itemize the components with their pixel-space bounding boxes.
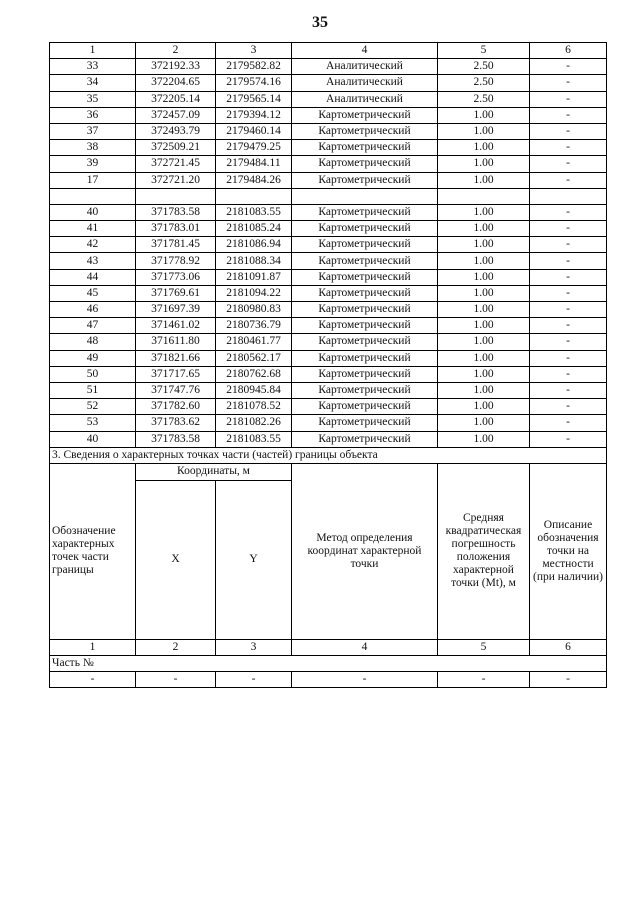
point-id-cell: 51 [50, 382, 136, 398]
description-cell: - [530, 123, 607, 139]
error-cell: 2.50 [438, 91, 530, 107]
method-cell: Аналитический [292, 75, 438, 91]
error-cell: 1.00 [438, 318, 530, 334]
x-coordinate-cell: 371783.01 [136, 221, 216, 237]
method-cell: Картометрический [292, 382, 438, 398]
description-cell: - [530, 350, 607, 366]
point-id-cell: 34 [50, 75, 136, 91]
table-row [50, 350, 607, 366]
description-cell: - [530, 253, 607, 269]
x-coordinate-cell: 371717.65 [136, 366, 216, 382]
x-coordinate-cell [136, 188, 216, 204]
x-coordinate-cell: 371783.62 [136, 415, 216, 431]
coordinates-table-body [50, 43, 607, 688]
description-cell: - [530, 269, 607, 285]
table-row [50, 285, 607, 301]
table-row [50, 366, 607, 382]
description-cell: - [530, 318, 607, 334]
description-cell: - [530, 172, 607, 188]
description-cell: - [530, 204, 607, 220]
empty-cell: - [216, 672, 292, 688]
page-number: 35 [312, 14, 328, 31]
table-row [50, 415, 607, 431]
method-cell: Картометрический [292, 318, 438, 334]
table-row [50, 237, 607, 253]
column-number: 5 [438, 43, 530, 59]
x-coordinate-cell: 372192.33 [136, 59, 216, 75]
table-row [50, 382, 607, 398]
y-header: Y [216, 480, 292, 639]
table-row [50, 318, 607, 334]
section-title-row [50, 447, 607, 463]
column-number: 4 [292, 639, 438, 655]
x-coordinate-cell: 372509.21 [136, 140, 216, 156]
method-cell: Картометрический [292, 269, 438, 285]
point-id-cell: 42 [50, 237, 136, 253]
empty-cell: - [136, 672, 216, 688]
y-coordinate-cell: 2181078.52 [216, 399, 292, 415]
point-id-cell: 36 [50, 107, 136, 123]
point-id-cell: 38 [50, 140, 136, 156]
x-coordinate-cell: 371783.58 [136, 431, 216, 447]
error-cell: 1.00 [438, 204, 530, 220]
x-coordinate-cell: 371611.80 [136, 334, 216, 350]
point-id-cell: 46 [50, 302, 136, 318]
y-coordinate-cell [216, 188, 292, 204]
table-row [50, 123, 607, 139]
method-cell: Аналитический [292, 91, 438, 107]
part-row [50, 656, 607, 672]
error-cell: 1.00 [438, 285, 530, 301]
table-row [50, 107, 607, 123]
y-coordinate-cell: 2180945.84 [216, 382, 292, 398]
table-row [50, 431, 607, 447]
x-coordinate-cell: 371781.45 [136, 237, 216, 253]
y-coordinate-cell: 2179394.12 [216, 107, 292, 123]
y-coordinate-cell: 2179479.25 [216, 140, 292, 156]
point-id-cell: 49 [50, 350, 136, 366]
point-id-cell: 50 [50, 366, 136, 382]
part-label: Часть № [50, 656, 607, 672]
y-coordinate-cell: 2179460.14 [216, 123, 292, 139]
description-cell: - [530, 382, 607, 398]
method-cell: Картометрический [292, 431, 438, 447]
table-row [50, 302, 607, 318]
y-coordinate-cell: 2181082.26 [216, 415, 292, 431]
method-cell: Картометрический [292, 140, 438, 156]
point-id-cell: 41 [50, 221, 136, 237]
section-title: 3. Сведения о характерных точках части (частей) границы объекта [50, 447, 607, 463]
column-number: 3 [216, 43, 292, 59]
y-coordinate-cell: 2179582.82 [216, 59, 292, 75]
table-row [50, 59, 607, 75]
description-cell: - [530, 140, 607, 156]
coordinates-table [49, 42, 607, 688]
error-cell: 2.50 [438, 75, 530, 91]
method-cell: Картометрический [292, 107, 438, 123]
description-cell: - [530, 75, 607, 91]
x-coordinate-cell: 371821.66 [136, 350, 216, 366]
method-cell: Картометрический [292, 123, 438, 139]
description-cell: - [530, 237, 607, 253]
x-coordinate-cell: 371461.02 [136, 318, 216, 334]
empty-cell: - [438, 672, 530, 688]
table-row [50, 399, 607, 415]
method-cell: Картометрический [292, 399, 438, 415]
method-cell: Картометрический [292, 253, 438, 269]
method-cell: Картометрический [292, 237, 438, 253]
description-cell: - [530, 415, 607, 431]
method-cell: Картометрический [292, 285, 438, 301]
error-cell: 1.00 [438, 431, 530, 447]
y-coordinate-cell: 2180461.77 [216, 334, 292, 350]
empty-cell: - [530, 672, 607, 688]
error-cell: 1.00 [438, 172, 530, 188]
column-number: 4 [292, 43, 438, 59]
point-id-cell: 45 [50, 285, 136, 301]
coordinates-header: Координаты, м [136, 463, 292, 480]
method-cell: Картометрический [292, 415, 438, 431]
y-coordinate-cell: 2181083.55 [216, 204, 292, 220]
y-coordinate-cell: 2180736.79 [216, 318, 292, 334]
description-cell: - [530, 285, 607, 301]
point-id-cell: 48 [50, 334, 136, 350]
y-coordinate-cell: 2179565.14 [216, 91, 292, 107]
method-cell: Картометрический [292, 350, 438, 366]
y-coordinate-cell: 2179484.26 [216, 172, 292, 188]
error-cell: 1.00 [438, 415, 530, 431]
table-row [50, 91, 607, 107]
point-id-cell: 39 [50, 156, 136, 172]
description-cell: - [530, 91, 607, 107]
y-coordinate-cell: 2180562.17 [216, 350, 292, 366]
empty-cell: - [292, 672, 438, 688]
method-cell [292, 188, 438, 204]
x-coordinate-cell: 371778.92 [136, 253, 216, 269]
method-cell: Картометрический [292, 366, 438, 382]
method-cell: Картометрический [292, 172, 438, 188]
point-designation-header: Обозначение характерных точек части границы [50, 463, 136, 639]
column-number: 6 [530, 639, 607, 655]
x-coordinate-cell: 371697.39 [136, 302, 216, 318]
table-row [50, 672, 607, 688]
column-number: 1 [50, 43, 136, 59]
description-cell: - [530, 156, 607, 172]
error-cell: 1.00 [438, 350, 530, 366]
y-coordinate-cell: 2181088.34 [216, 253, 292, 269]
column-number: 6 [530, 43, 607, 59]
method-cell: Аналитический [292, 59, 438, 75]
x-header: X [136, 480, 216, 639]
error-cell: 1.00 [438, 269, 530, 285]
description-cell: - [530, 221, 607, 237]
error-cell: 1.00 [438, 140, 530, 156]
description-cell: - [530, 334, 607, 350]
error-cell: 1.00 [438, 399, 530, 415]
table-row [50, 221, 607, 237]
table-row [50, 204, 607, 220]
y-coordinate-cell: 2181083.55 [216, 431, 292, 447]
error-cell: 1.00 [438, 253, 530, 269]
x-coordinate-cell: 371783.58 [136, 204, 216, 220]
y-coordinate-cell: 2181091.87 [216, 269, 292, 285]
x-coordinate-cell: 371769.61 [136, 285, 216, 301]
description-cell: - [530, 431, 607, 447]
empty-cell: - [50, 672, 136, 688]
point-id-cell: 40 [50, 204, 136, 220]
table-row [50, 140, 607, 156]
point-id-cell [50, 188, 136, 204]
description-cell [530, 188, 607, 204]
x-coordinate-cell: 372457.09 [136, 107, 216, 123]
point-id-cell: 17 [50, 172, 136, 188]
table-row [50, 188, 607, 204]
y-coordinate-cell: 2181086.94 [216, 237, 292, 253]
x-coordinate-cell: 372205.14 [136, 91, 216, 107]
column-number: 5 [438, 639, 530, 655]
column-number: 2 [136, 639, 216, 655]
description-cell: - [530, 366, 607, 382]
table-row [50, 156, 607, 172]
y-coordinate-cell: 2180762.68 [216, 366, 292, 382]
method-header: Метод определения координат характерной точки [292, 463, 438, 639]
description-cell: - [530, 107, 607, 123]
error-cell: 1.00 [438, 221, 530, 237]
error-cell: 1.00 [438, 334, 530, 350]
error-cell: 2.50 [438, 59, 530, 75]
error-cell: 1.00 [438, 156, 530, 172]
point-id-cell: 35 [50, 91, 136, 107]
point-id-cell: 37 [50, 123, 136, 139]
section-number-row [50, 639, 607, 655]
method-cell: Картометрический [292, 221, 438, 237]
error-cell: 1.00 [438, 366, 530, 382]
error-cell: 1.00 [438, 123, 530, 139]
table-row [50, 172, 607, 188]
x-coordinate-cell: 372721.45 [136, 156, 216, 172]
point-id-cell: 40 [50, 431, 136, 447]
table-row [50, 75, 607, 91]
point-id-cell: 44 [50, 269, 136, 285]
point-id-cell: 33 [50, 59, 136, 75]
y-coordinate-cell: 2181085.24 [216, 221, 292, 237]
table-row [50, 269, 607, 285]
x-coordinate-cell: 371782.60 [136, 399, 216, 415]
table-row [50, 253, 607, 269]
error-cell [438, 188, 530, 204]
description-header: Описание обозначения точки на местности (при наличии) [530, 463, 607, 639]
y-coordinate-cell: 2180980.83 [216, 302, 292, 318]
column-number: 1 [50, 639, 136, 655]
table-row [50, 334, 607, 350]
point-id-cell: 47 [50, 318, 136, 334]
method-cell: Картометрический [292, 204, 438, 220]
column-number: 3 [216, 639, 292, 655]
error-cell: 1.00 [438, 382, 530, 398]
x-coordinate-cell: 371747.76 [136, 382, 216, 398]
error-header: Средняя квадратическая погрешность положения характерной точки (Mt), м [438, 463, 530, 639]
section-header-row [50, 463, 607, 480]
point-id-cell: 43 [50, 253, 136, 269]
y-coordinate-cell: 2181094.22 [216, 285, 292, 301]
method-cell: Картометрический [292, 156, 438, 172]
y-coordinate-cell: 2179574.16 [216, 75, 292, 91]
x-coordinate-cell: 372493.79 [136, 123, 216, 139]
description-cell: - [530, 302, 607, 318]
method-cell: Картометрический [292, 302, 438, 318]
error-cell: 1.00 [438, 302, 530, 318]
description-cell: - [530, 399, 607, 415]
y-coordinate-cell: 2179484.11 [216, 156, 292, 172]
error-cell: 1.00 [438, 237, 530, 253]
x-coordinate-cell: 372721.20 [136, 172, 216, 188]
method-cell: Картометрический [292, 334, 438, 350]
point-id-cell: 52 [50, 399, 136, 415]
x-coordinate-cell: 372204.65 [136, 75, 216, 91]
column-number-row [50, 43, 607, 59]
point-id-cell: 53 [50, 415, 136, 431]
column-number: 2 [136, 43, 216, 59]
x-coordinate-cell: 371773.06 [136, 269, 216, 285]
error-cell: 1.00 [438, 107, 530, 123]
description-cell: - [530, 59, 607, 75]
